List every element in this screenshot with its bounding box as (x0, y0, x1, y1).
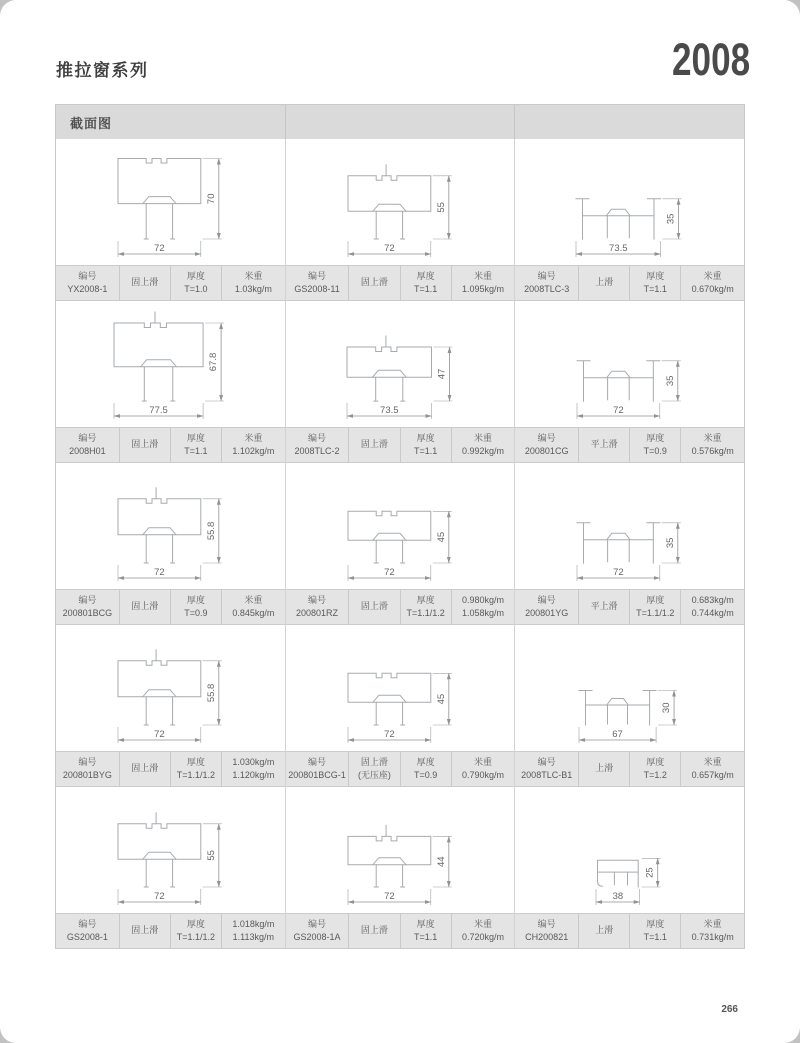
code-label: 编号 (78, 918, 97, 929)
spec-type-cell (120, 428, 171, 462)
spec-weight-cell (681, 266, 744, 300)
spec-type-cell (579, 914, 630, 948)
model-number: 2008 (671, 34, 750, 85)
type-value: 固上滑 (131, 925, 159, 936)
profile-drawing (515, 787, 744, 913)
profile-section-svg (515, 139, 743, 265)
weight-label: 米重 (244, 270, 263, 281)
profile-drawing (515, 463, 744, 589)
code-label: 编号 (78, 270, 97, 281)
svg-text:67.8: 67.8 (208, 352, 220, 372)
thickness-value: T=1.1/1.2 (636, 608, 675, 618)
spec-weight-cell (222, 752, 285, 786)
profile-cell (56, 625, 286, 787)
code-value: 2008TLC-B1 (521, 770, 573, 780)
code-value: 200801RZ (296, 608, 339, 618)
spec-thickness-cell (630, 914, 681, 948)
profile-section-svg (515, 787, 743, 913)
code-value: 2008TLC-2 (294, 446, 340, 456)
code-value: 200801CG (524, 446, 569, 456)
profile-drawing (56, 139, 285, 265)
profile-section-svg (286, 301, 514, 427)
profile-drawing (515, 301, 744, 427)
spec-type-cell (349, 914, 400, 948)
spec-thickness-cell (171, 428, 222, 462)
spec-type-cell (120, 266, 171, 300)
thickness-value: T=0.9 (184, 608, 208, 618)
spec-type-cell (579, 266, 630, 300)
weight-label: 米重 (474, 432, 493, 443)
profile-row (56, 139, 744, 301)
spec-code-cell (515, 428, 579, 462)
code-label: 编号 (308, 432, 327, 443)
spec-weight-cell (681, 752, 744, 786)
profile-row (56, 463, 744, 625)
thickness-label: 厚度 (186, 756, 205, 767)
weight-value: 0.992kg/m (462, 446, 505, 456)
spec-code-cell (286, 590, 350, 624)
code-value: 200801BCG (62, 608, 113, 618)
svg-text:45: 45 (435, 693, 447, 705)
spec-weight-cell (681, 428, 744, 462)
spec-code-cell (515, 752, 579, 786)
code-label: 编号 (537, 756, 556, 767)
spec-thickness-cell (630, 428, 681, 462)
spec-strip (56, 427, 285, 463)
profile-drawing (286, 463, 515, 589)
thickness-label: 厚度 (646, 432, 665, 443)
thickness-value: T=1.1 (643, 284, 667, 294)
spec-strip (286, 427, 515, 463)
spec-weight-cell (222, 914, 285, 948)
code-label: 编号 (308, 594, 327, 605)
spec-strip (56, 913, 285, 948)
profile-cell (286, 463, 516, 625)
svg-text:72: 72 (383, 567, 395, 578)
thickness-label: 厚度 (416, 270, 435, 281)
svg-text:73.5: 73.5 (609, 243, 628, 254)
spec-code-cell (56, 752, 120, 786)
spec-thickness-cell (171, 914, 222, 948)
profile-cell (56, 463, 286, 625)
thickness-label: 厚度 (646, 918, 665, 929)
thickness-value: T=1.1/1.2 (176, 932, 216, 942)
code-value: 2008TLC-3 (524, 284, 570, 294)
code-label: 编号 (308, 918, 327, 929)
type-value: 平上滑 (590, 439, 618, 450)
weight-label: 米重 (703, 918, 722, 929)
svg-text:73.5: 73.5 (379, 405, 399, 416)
svg-text:72: 72 (154, 891, 165, 902)
profile-grid (56, 139, 744, 948)
svg-text:72: 72 (154, 729, 165, 740)
weight-value: 0.720kg/m (462, 932, 505, 942)
profile-section-svg (286, 787, 514, 913)
series-title: 推拉窗系列 (56, 61, 149, 80)
svg-text:25: 25 (645, 867, 657, 878)
spec-code-cell (56, 590, 120, 624)
profile-drawing (56, 625, 285, 751)
spec-code-cell (56, 266, 120, 300)
weight-label: 米重 (474, 756, 493, 767)
thickness-label: 厚度 (416, 918, 435, 929)
svg-text:55: 55 (205, 850, 217, 861)
svg-text:45: 45 (435, 531, 447, 543)
thickness-value: T=0.9 (643, 446, 667, 456)
type-value: 平上滑 (590, 601, 618, 612)
spec-weight-cell (452, 752, 515, 786)
spec-type-cell (579, 590, 630, 624)
profile-cell (286, 301, 516, 463)
spec-weight-cell (681, 590, 744, 624)
weight-label: 米重 (703, 756, 722, 767)
spec-thickness-cell (401, 266, 452, 300)
type-value: 固上滑 (131, 601, 159, 612)
weight-value: 0.683kg/m (691, 594, 734, 605)
spec-type-cell (120, 914, 171, 948)
thickness-value: T=1.1 (643, 932, 667, 942)
profile-cell (286, 139, 516, 301)
weight-value: 1.058kg/m (462, 608, 505, 618)
thickness-label: 厚度 (416, 594, 435, 605)
spec-thickness-cell (401, 752, 452, 786)
spec-type-cell (349, 266, 400, 300)
spec-type-cell (120, 590, 171, 624)
spec-code-cell (286, 914, 350, 948)
thickness-label: 厚度 (186, 918, 205, 929)
type-value: 固上滑 (360, 756, 388, 767)
code-value: GS2008-11 (294, 284, 340, 294)
thickness-value: T=1.1/1.2 (406, 608, 445, 618)
profile-cell (515, 463, 744, 625)
spec-thickness-cell (630, 752, 681, 786)
spec-code-cell (56, 428, 120, 462)
weight-label: 米重 (474, 918, 493, 929)
type-value: 上滑 (595, 277, 614, 288)
spec-weight-cell (222, 428, 285, 462)
spec-thickness-cell (171, 266, 222, 300)
spec-thickness-cell (401, 428, 452, 462)
profile-row (56, 625, 744, 787)
profile-cell (56, 301, 286, 463)
spec-code-cell (515, 914, 579, 948)
profile-drawing (515, 139, 744, 265)
spec-type-cell (579, 752, 630, 786)
profile-drawing (286, 787, 515, 913)
profile-row (56, 787, 744, 948)
thickness-value: T=1.2 (643, 770, 667, 780)
svg-text:38: 38 (612, 891, 624, 902)
spec-strip (286, 589, 515, 625)
svg-text:72: 72 (613, 405, 625, 416)
svg-text:47: 47 (436, 368, 448, 380)
spec-code-cell (286, 266, 350, 300)
spec-strip (56, 751, 285, 787)
type-value: 上滑 (595, 925, 614, 936)
weight-value: 0.576kg/m (691, 446, 734, 456)
spec-type-cell (349, 428, 400, 462)
thickness-label: 厚度 (646, 756, 665, 767)
weight-value: 0.845kg/m (232, 608, 275, 618)
type-value: 固上滑 (360, 925, 388, 936)
spec-strip (286, 265, 515, 301)
svg-text:30: 30 (661, 702, 673, 714)
profile-section-svg (286, 139, 514, 265)
weight-label: 米重 (244, 594, 263, 605)
section-header-label: 截面图 (70, 115, 113, 131)
spec-thickness-cell (171, 752, 222, 786)
profile-cell (286, 787, 516, 948)
weight-value: 1.018kg/m (232, 918, 275, 929)
thickness-value: T=1.1 (413, 446, 438, 456)
profile-cell (56, 787, 286, 948)
weight-label: 米重 (703, 270, 722, 281)
profile-section-svg (515, 301, 743, 427)
weight-value: 1.030kg/m (232, 756, 275, 767)
thickness-value: T=1.1 (413, 932, 438, 942)
page-number: 266 (721, 1004, 738, 1015)
profile-section-svg (286, 625, 514, 751)
spec-strip (515, 589, 744, 625)
code-label: 编号 (537, 918, 556, 929)
code-label: 编号 (537, 594, 556, 605)
profile-section-svg (515, 625, 743, 751)
thickness-label: 厚度 (646, 594, 665, 605)
table-header-col2 (286, 105, 516, 139)
spec-thickness-cell (171, 590, 222, 624)
spec-strip (56, 265, 285, 301)
spec-strip (515, 427, 744, 463)
spec-code-cell (515, 266, 579, 300)
profile-cell (56, 139, 286, 301)
type-value: 固上滑 (360, 277, 388, 288)
profile-section-svg (56, 463, 284, 589)
weight-value: 0.980kg/m (462, 594, 505, 605)
profile-cell (286, 625, 516, 787)
table-header-col3 (515, 105, 744, 139)
type-value: (无压座) (357, 770, 391, 780)
code-label: 编号 (78, 432, 97, 443)
spec-strip (515, 751, 744, 787)
code-value: YX2008-1 (67, 284, 108, 294)
svg-text:72: 72 (154, 567, 165, 578)
code-value: CH200821 (525, 932, 569, 942)
spec-strip (56, 589, 285, 625)
profile-section-svg (56, 787, 284, 913)
spec-weight-cell (222, 590, 285, 624)
thickness-value: T=1.0 (184, 284, 208, 294)
spec-weight-cell (452, 428, 515, 462)
thickness-value: T=1.1 (184, 446, 208, 456)
thickness-label: 厚度 (416, 756, 435, 767)
profile-cell (515, 301, 744, 463)
spec-weight-cell (681, 914, 744, 948)
svg-text:55: 55 (435, 202, 447, 213)
weight-label: 米重 (474, 270, 493, 281)
code-label: 编号 (537, 270, 556, 281)
spec-code-cell (286, 428, 350, 462)
spec-type-cell (349, 752, 400, 786)
svg-text:72: 72 (154, 243, 165, 254)
code-label: 编号 (78, 594, 97, 605)
code-value: GS2008-1 (66, 932, 108, 942)
code-label: 编号 (308, 756, 327, 767)
spec-strip (286, 913, 515, 948)
svg-text:72: 72 (383, 891, 395, 902)
spec-strip (515, 265, 744, 301)
profile-cell (515, 787, 744, 948)
profile-drawing (286, 139, 515, 265)
table-header-row (56, 105, 744, 139)
spec-weight-cell (452, 266, 515, 300)
weight-value: 0.670kg/m (691, 284, 734, 294)
spec-type-cell (579, 428, 630, 462)
profile-drawing (286, 301, 515, 427)
code-value: 200801YG (525, 608, 569, 618)
code-value: GS2008-1A (293, 932, 341, 942)
spec-thickness-cell (630, 266, 681, 300)
svg-text:35: 35 (665, 375, 677, 387)
spec-code-cell (56, 914, 120, 948)
page-header (0, 0, 800, 104)
weight-value: 0.744kg/m (691, 608, 734, 618)
spec-thickness-cell (401, 590, 452, 624)
spec-strip (286, 751, 515, 787)
svg-text:35: 35 (665, 537, 677, 549)
type-value: 上滑 (595, 763, 614, 774)
svg-text:72: 72 (613, 567, 625, 578)
type-value: 固上滑 (131, 763, 159, 774)
profile-drawing (515, 625, 744, 751)
weight-value: 1.113kg/m (232, 932, 275, 942)
type-value: 固上滑 (360, 601, 388, 612)
svg-text:44: 44 (435, 856, 447, 867)
thickness-label: 厚度 (186, 432, 205, 443)
spec-code-cell (286, 752, 350, 786)
spec-weight-cell (222, 266, 285, 300)
weight-value: 1.102kg/m (232, 446, 275, 456)
svg-text:70: 70 (205, 193, 217, 205)
profile-drawing (56, 787, 285, 913)
code-value: 200801BYG (62, 770, 112, 780)
spec-weight-cell (452, 914, 515, 948)
svg-text:55.8: 55.8 (205, 683, 217, 703)
code-value: 200801BCG-1 (288, 770, 346, 780)
spec-thickness-cell (401, 914, 452, 948)
profile-row (56, 301, 744, 463)
spec-type-cell (120, 752, 171, 786)
profile-section-svg (56, 139, 284, 265)
weight-value: 1.03kg/m (234, 284, 272, 294)
weight-value: 0.790kg/m (462, 770, 505, 780)
profile-cell (515, 139, 744, 301)
svg-text:35: 35 (665, 213, 677, 225)
thickness-label: 厚度 (186, 270, 205, 281)
table-header-section (56, 105, 286, 139)
svg-text:77.5: 77.5 (149, 405, 168, 416)
thickness-value: T=1.1 (413, 284, 438, 294)
type-value: 固上滑 (131, 277, 159, 288)
spec-code-cell (515, 590, 579, 624)
weight-label: 米重 (244, 432, 263, 443)
code-label: 编号 (537, 432, 556, 443)
svg-text:67: 67 (612, 729, 624, 740)
profile-section-svg (515, 463, 743, 589)
spec-weight-cell (452, 590, 515, 624)
svg-text:72: 72 (383, 729, 395, 740)
type-value: 固上滑 (131, 439, 159, 450)
svg-text:55.8: 55.8 (205, 521, 217, 541)
profile-section-svg (56, 625, 284, 751)
profile-table (55, 104, 745, 949)
type-value: 固上滑 (360, 439, 388, 450)
weight-label: 米重 (703, 432, 722, 443)
thickness-value: T=1.1/1.2 (176, 770, 216, 780)
profile-cell (515, 625, 744, 787)
code-value: 2008H01 (69, 446, 106, 456)
spec-strip (515, 913, 744, 948)
svg-text:72: 72 (383, 243, 395, 254)
code-label: 编号 (308, 270, 327, 281)
profile-section-svg (56, 301, 284, 427)
thickness-label: 厚度 (416, 432, 435, 443)
profile-section-svg (286, 463, 514, 589)
thickness-label: 厚度 (646, 270, 665, 281)
code-label: 编号 (78, 756, 97, 767)
thickness-label: 厚度 (186, 594, 205, 605)
weight-value: 0.731kg/m (691, 932, 734, 942)
spec-type-cell (349, 590, 400, 624)
spec-thickness-cell (630, 590, 681, 624)
weight-value: 0.657kg/m (691, 770, 734, 780)
weight-value: 1.095kg/m (462, 284, 505, 294)
thickness-value: T=0.9 (413, 770, 438, 780)
profile-drawing (286, 625, 515, 751)
weight-value: 1.120kg/m (232, 770, 275, 780)
profile-drawing (56, 301, 285, 427)
profile-drawing (56, 463, 285, 589)
